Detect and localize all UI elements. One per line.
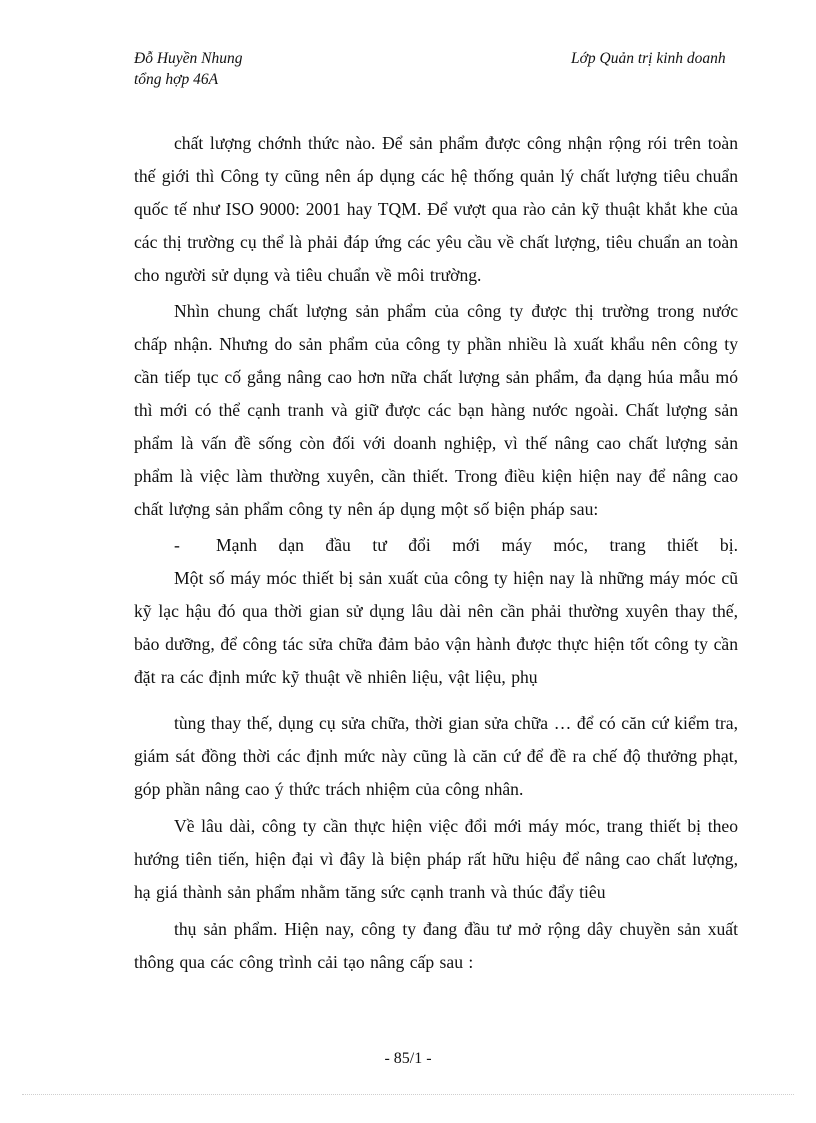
paragraph-3b-text: tùng thay thế, dụng cụ sửa chữa, thời gian sửa chữa … để có căn cứ kiểm tra, giám sát đồng thời các định mức này cũng là căn cứ để đề ra chế độ thưởng phạt, góp phần nâng cao ý thức trách nhiệm của công nhân.: [134, 713, 738, 799]
paragraph-4-text: Về lâu dài, công ty cần thực hiện việc đổi mới máy móc, trang thiết bị theo hướng tiên tiến, hiện đại vì đây là biện pháp rất hữu hiệu để nâng cao chất lượng, hạ giá thành sản phẩm nhằm tăng sức cạnh tranh và thúc đẩy tiêu: [134, 816, 738, 902]
paragraph-3: [134, 562, 738, 694]
paragraph-4b-text: thụ sản phẩm. Hiện nay, công ty đang đầu tư mở rộng dây chuyền sản xuất thông qua các công trình cải tạo nâng cấp sau :: [134, 919, 738, 972]
header-right: Lớp Quản trị kinh doanh: [571, 50, 726, 67]
author-name: Đỗ Huyền Nhung: [134, 50, 243, 67]
paragraph-4-continued: [134, 913, 738, 979]
page-divider: [22, 1094, 794, 1095]
header-left: [134, 48, 243, 90]
bullet-text: Mạnh dạn đầu tư đổi mới máy móc, trang thiết bị.: [216, 535, 738, 555]
class-line: tổng hợp 46A: [134, 71, 219, 88]
paragraph-1-text: chất lượng chớnh thức nào. Để sản phẩm được công nhận rộng rói trên toàn thế giới thì Công ty cũng nên áp dụng các hệ thống quản lý chất lượng tiêu chuẩn quốc tế như ISO 9000: 2001 hay TQM. Để vượt qua rào cản kỹ thuật khắt khe của các thị trường cụ thể là phải đáp ứng các yêu cầu về chất lượng, tiêu chuẩn an toàn cho người sử dụng và tiêu chuẩn về môi trường.: [134, 133, 738, 285]
paragraph-2-text: Nhìn chung chất lượng sản phẩm của công ty được thị trường trong nước chấp nhận. Nhưng do sản phẩm của công ty phần nhiều là xuất khẩu nên công ty cần tiếp tục cố gắng nâng cao hơn nữa chất lượng sản phẩm, đa dạng húa mẫu mó thì mới có thể cạnh tranh và giữ được các bạn hàng nước ngoài. Chất lượng sản phẩm là vấn đề sống còn đối với doanh nghiệp, vì thế nâng cao chất lượng sản phẩm là việc làm thường xuyên, cần thiết. Trong điều kiện hiện nay để nâng cao chất lượng sản phẩm công ty nên áp dụng một số biện pháp sau:: [134, 301, 738, 519]
paragraph-3-text: Một số máy móc thiết bị sản xuất của công ty hiện nay là những máy móc cũ kỹ lạc hậu đó qua thời gian sử dụng lâu dài nên cần phải thường xuyên thay thế, bảo dưỡng, để công tác sửa chữa đảm bảo vận hành được thực hiện tốt công ty cần đặt ra các định mức kỹ thuật về nhiên liệu, vật liệu, phụ: [134, 568, 738, 687]
bullet-dash: -: [174, 535, 180, 555]
paragraph-4: [134, 810, 738, 909]
paragraph-3-continued: [134, 707, 738, 806]
page-number: - 85/1 -: [384, 1050, 432, 1067]
paragraph-1: [134, 127, 738, 292]
paragraph-2: [134, 295, 738, 526]
